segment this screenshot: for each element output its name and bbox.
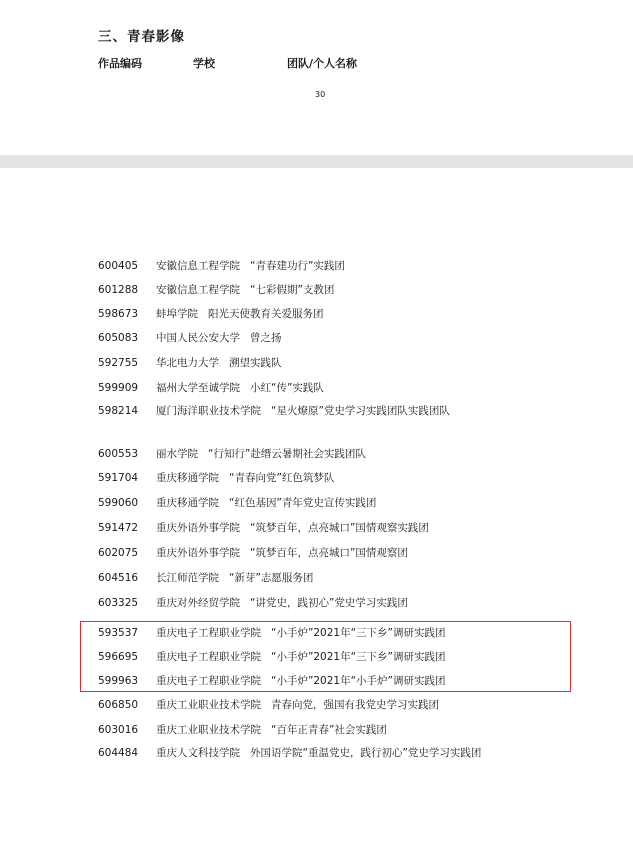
entry-team: 青春向党，强国有我党史学习实践团 — [271, 699, 439, 711]
column-header-code: 作品编码 — [98, 57, 142, 70]
entry-code: 599909 — [98, 382, 139, 394]
entry-code: 593537 — [98, 627, 139, 639]
entry-code: 599060 — [98, 497, 139, 509]
entry-code: 603016 — [98, 724, 139, 736]
page-separator — [0, 155, 633, 168]
entry-school: 重庆工业职业技术学院 — [156, 724, 261, 736]
table-row — [98, 330, 282, 345]
entry-code: 604484 — [98, 747, 139, 759]
table-row — [98, 402, 568, 420]
table-row — [98, 744, 568, 762]
table-row — [98, 570, 313, 585]
table-row — [98, 380, 324, 395]
entry-team: 溯望实践队 — [229, 357, 282, 369]
table-row — [98, 595, 408, 610]
entry-team: “筑梦百年，点亮城口”国情观察实践团 — [250, 522, 429, 534]
entry-school: 重庆电子工程职业学院 — [156, 651, 261, 663]
entry-code: 604516 — [98, 572, 139, 584]
table-row — [98, 446, 366, 461]
entry-school: 安徽信息工程学院 — [156, 260, 240, 272]
entry-school: 重庆外语外事学院 — [156, 547, 240, 559]
table-row — [98, 470, 334, 485]
table-row — [98, 282, 334, 297]
entry-school: 重庆移通学院 — [156, 497, 219, 509]
entry-school: 重庆移通学院 — [156, 472, 219, 484]
table-row — [98, 495, 376, 510]
table-row — [98, 355, 282, 370]
entry-team: “小手炉”2021年“三下乡”调研实践团 — [271, 627, 446, 639]
entry-team: “筑梦百年，点亮城口”国情观察团 — [250, 547, 408, 559]
entry-code: 591704 — [98, 472, 139, 484]
entry-team: “行知行”赴缙云暑期社会实践团队 — [208, 448, 366, 460]
entry-team: “小手炉”2021年“小手炉”调研实践团 — [271, 675, 446, 687]
entry-code: 606850 — [98, 699, 139, 711]
entry-code: 599963 — [98, 675, 139, 687]
entry-school: 丽水学院 — [156, 448, 198, 460]
entry-school: 蚌埠学院 — [156, 308, 198, 320]
table-row — [98, 258, 345, 273]
entry-team: “百年正青春”社会实践团 — [271, 724, 387, 736]
entry-team: “小手炉”2021年“三下乡”调研实践团 — [271, 651, 446, 663]
entry-team: “七彩假期”支教团 — [250, 284, 335, 296]
entry-school: 中国人民公安大学 — [156, 332, 240, 344]
entry-code: 591472 — [98, 522, 139, 534]
column-header-team: 团队/个人名称 — [287, 57, 358, 70]
entry-team: 曾之扬 — [250, 332, 282, 344]
table-row — [98, 697, 439, 712]
entry-school: 重庆外语外事学院 — [156, 522, 240, 534]
highlight-box — [80, 621, 571, 692]
page-number: 30 — [315, 90, 326, 99]
entry-school: 重庆工业职业技术学院 — [156, 699, 261, 711]
entry-team: 阳光天使教育关爱服务团 — [208, 308, 324, 320]
table-row — [98, 520, 429, 535]
table-row — [98, 722, 387, 737]
entry-code: 598673 — [98, 308, 139, 320]
entry-team: “青春建功行”实践团 — [250, 260, 345, 272]
entry-school: 福州大学至诚学院 — [156, 382, 240, 394]
entry-school: 长江师范学院 — [156, 572, 219, 584]
entry-school: 华北电力大学 — [156, 357, 219, 369]
entry-school: 安徽信息工程学院 — [156, 284, 240, 296]
entry-code: 602075 — [98, 547, 139, 559]
entry-team: 小红“传”实践队 — [250, 382, 324, 394]
entry-team: “星火燎原”党史学习实践团队实践团队 — [271, 405, 450, 417]
column-header-school: 学校 — [193, 57, 215, 70]
document-page-top — [0, 0, 633, 155]
entry-team: 外国语学院“重温党史，践行初心”党史学习实践团 — [250, 747, 482, 759]
table-row — [98, 306, 324, 321]
entry-code: 601288 — [98, 284, 139, 296]
entry-school: 重庆电子工程职业学院 — [156, 627, 261, 639]
entry-code: 603325 — [98, 597, 139, 609]
entry-code: 600553 — [98, 448, 139, 460]
section-title: 三、青春影像 — [98, 29, 185, 45]
entry-code: 605083 — [98, 332, 139, 344]
entry-code: 592755 — [98, 357, 139, 369]
entry-school: 重庆对外经贸学院 — [156, 597, 240, 609]
entry-code: 600405 — [98, 260, 139, 272]
entry-school: 厦门海洋职业技术学院 — [156, 405, 261, 417]
entry-code: 598214 — [98, 405, 139, 417]
entry-team: “讲党史，践初心”党史学习实践团 — [250, 597, 408, 609]
entry-school: 重庆人文科技学院 — [156, 747, 240, 759]
table-row — [98, 545, 408, 560]
entry-code: 596695 — [98, 651, 139, 663]
entry-school: 重庆电子工程职业学院 — [156, 675, 261, 687]
entry-team: “红色基因”青年党史宣传实践团 — [229, 497, 377, 509]
entry-team: “新芽”志愿服务团 — [229, 572, 314, 584]
entry-team: “青春向党”红色筑梦队 — [229, 472, 335, 484]
